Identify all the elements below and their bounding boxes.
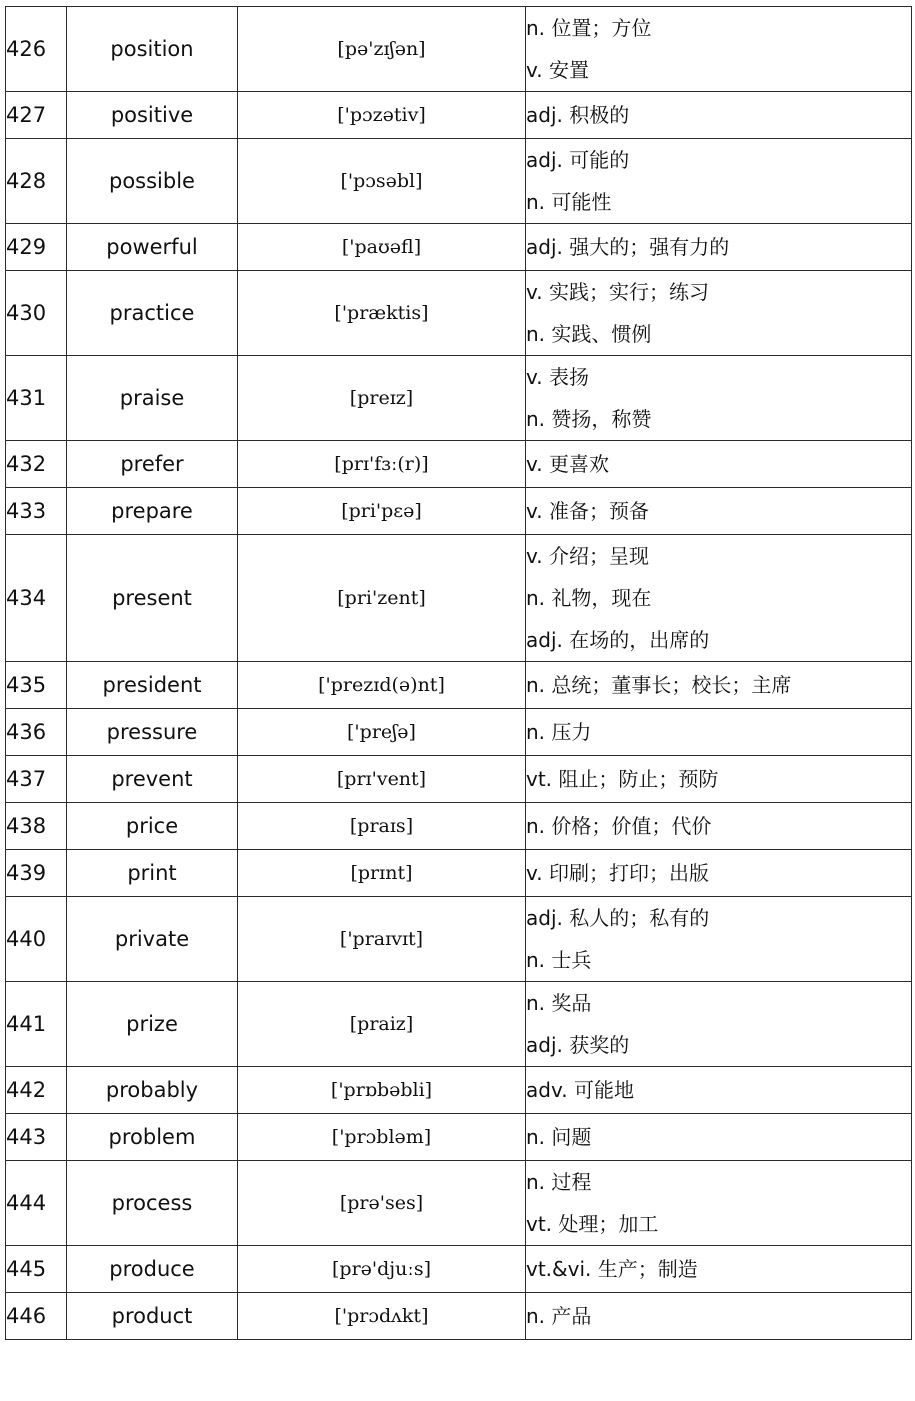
- entry-number: 429: [6, 224, 67, 271]
- entry-phonetic: [prɪnt]: [238, 850, 526, 897]
- entry-definitions: [526, 662, 912, 709]
- entry-phonetic: ['prezɪd(ə)nt]: [238, 662, 526, 709]
- entry-number: 431: [6, 356, 67, 441]
- entry-number: 441: [6, 982, 67, 1067]
- entry-phonetic: [pri'zent]: [238, 535, 526, 662]
- vocabulary-table-body: [6, 7, 912, 1340]
- entry-phonetic: [pə'zɪʃən]: [238, 7, 526, 92]
- entry-word: probably: [67, 1067, 238, 1114]
- entry-number: 437: [6, 756, 67, 803]
- definition-line: adj. 可能的: [526, 148, 630, 172]
- entry-definitions: [526, 803, 912, 850]
- entry-phonetic: ['prɒbəbli]: [238, 1067, 526, 1114]
- entry-word: positive: [67, 92, 238, 139]
- entry-number: 434: [6, 535, 67, 662]
- entry-word: prefer: [67, 441, 238, 488]
- entry-phonetic: ['præktis]: [238, 271, 526, 356]
- definition-line: vt. 处理；加工: [526, 1212, 659, 1236]
- definition-line: v. 介绍；呈现: [526, 544, 649, 568]
- entry-word: private: [67, 897, 238, 982]
- entry-definitions: [526, 224, 912, 271]
- table-row: [6, 7, 912, 92]
- entry-number: 446: [6, 1293, 67, 1340]
- definition-line: v. 准备；预备: [526, 499, 649, 523]
- definition-line: vt.&vi. 生产；制造: [526, 1257, 698, 1281]
- entry-phonetic: ['prɔdʌkt]: [238, 1293, 526, 1340]
- entry-word: president: [67, 662, 238, 709]
- entry-definitions: [526, 1114, 912, 1161]
- entry-number: 438: [6, 803, 67, 850]
- entry-definitions: [526, 139, 912, 224]
- entry-phonetic: [prə'djuːs]: [238, 1246, 526, 1293]
- definition-line: adv. 可能地: [526, 1078, 634, 1102]
- entry-word: present: [67, 535, 238, 662]
- entry-phonetic: ['paʊəfl]: [238, 224, 526, 271]
- entry-number: 426: [6, 7, 67, 92]
- entry-definitions: [526, 356, 912, 441]
- entry-word: possible: [67, 139, 238, 224]
- entry-phonetic: ['praɪvɪt]: [238, 897, 526, 982]
- table-row: [6, 897, 912, 982]
- definition-line: adj. 在场的，出席的: [526, 628, 710, 652]
- definition-line: v. 表扬: [526, 365, 589, 389]
- entry-phonetic: [prɪ'vent]: [238, 756, 526, 803]
- table-row: [6, 982, 912, 1067]
- table-row: [6, 803, 912, 850]
- table-row: [6, 92, 912, 139]
- entry-number: 430: [6, 271, 67, 356]
- entry-definitions: [526, 535, 912, 662]
- entry-word: position: [67, 7, 238, 92]
- entry-definitions: [526, 756, 912, 803]
- vocabulary-table: [5, 6, 912, 1340]
- entry-word: prevent: [67, 756, 238, 803]
- definition-line: v. 更喜欢: [526, 452, 609, 476]
- entry-number: 427: [6, 92, 67, 139]
- definition-line: n. 问题: [526, 1125, 592, 1149]
- entry-definitions: [526, 709, 912, 756]
- table-row: [6, 1161, 912, 1246]
- entry-word: practice: [67, 271, 238, 356]
- table-row: [6, 139, 912, 224]
- definition-line: v. 实践；实行；练习: [526, 280, 709, 304]
- table-row: [6, 1246, 912, 1293]
- entry-number: 444: [6, 1161, 67, 1246]
- table-row: [6, 441, 912, 488]
- definition-line: adj. 私人的；私有的: [526, 906, 710, 930]
- entry-definitions: [526, 488, 912, 535]
- entry-definitions: [526, 441, 912, 488]
- definition-line: v. 印刷；打印；出版: [526, 861, 709, 885]
- entry-phonetic: ['pɔsəbl]: [238, 139, 526, 224]
- definition-line: n. 实践、惯例: [526, 322, 652, 346]
- table-row: [6, 662, 912, 709]
- definition-line: vt. 阻止；防止；预防: [526, 767, 719, 791]
- table-row: [6, 356, 912, 441]
- entry-definitions: [526, 1246, 912, 1293]
- entry-word: product: [67, 1293, 238, 1340]
- entry-number: 440: [6, 897, 67, 982]
- entry-word: powerful: [67, 224, 238, 271]
- entry-definitions: [526, 850, 912, 897]
- entry-number: 442: [6, 1067, 67, 1114]
- table-row: [6, 224, 912, 271]
- definition-line: n. 礼物，现在: [526, 586, 652, 610]
- entry-word: price: [67, 803, 238, 850]
- definition-line: v. 安置: [526, 58, 589, 82]
- definition-line: n. 赞扬，称赞: [526, 407, 652, 431]
- entry-word: prize: [67, 982, 238, 1067]
- entry-number: 445: [6, 1246, 67, 1293]
- entry-word: problem: [67, 1114, 238, 1161]
- entry-word: produce: [67, 1246, 238, 1293]
- entry-number: 443: [6, 1114, 67, 1161]
- definition-line: n. 位置；方位: [526, 16, 652, 40]
- definition-line: n. 奖品: [526, 991, 592, 1015]
- table-row: [6, 271, 912, 356]
- entry-definitions: [526, 897, 912, 982]
- entry-number: 428: [6, 139, 67, 224]
- definition-line: n. 价格；价值；代价: [526, 814, 712, 838]
- entry-definitions: [526, 1293, 912, 1340]
- table-row: [6, 1067, 912, 1114]
- entry-phonetic: [praɪs]: [238, 803, 526, 850]
- table-row: [6, 1293, 912, 1340]
- definition-line: n. 士兵: [526, 948, 592, 972]
- entry-phonetic: ['pɔzətiv]: [238, 92, 526, 139]
- entry-definitions: [526, 982, 912, 1067]
- entry-number: 435: [6, 662, 67, 709]
- entry-word: pressure: [67, 709, 238, 756]
- entry-phonetic: [prə'ses]: [238, 1161, 526, 1246]
- entry-word: prepare: [67, 488, 238, 535]
- definition-line: n. 压力: [526, 720, 592, 744]
- table-row: [6, 488, 912, 535]
- entry-definitions: [526, 7, 912, 92]
- table-row: [6, 709, 912, 756]
- table-row: [6, 850, 912, 897]
- entry-definitions: [526, 271, 912, 356]
- entry-phonetic: [prɪ'fɜː(r)]: [238, 441, 526, 488]
- entry-number: 433: [6, 488, 67, 535]
- entry-definitions: [526, 1161, 912, 1246]
- table-row: [6, 756, 912, 803]
- entry-number: 432: [6, 441, 67, 488]
- table-row: [6, 1114, 912, 1161]
- table-row: [6, 535, 912, 662]
- definition-line: adj. 获奖的: [526, 1033, 630, 1057]
- entry-number: 436: [6, 709, 67, 756]
- definition-line: adj. 积极的: [526, 103, 630, 127]
- definition-line: n. 产品: [526, 1304, 592, 1328]
- entry-word: print: [67, 850, 238, 897]
- entry-number: 439: [6, 850, 67, 897]
- entry-definitions: [526, 92, 912, 139]
- entry-phonetic: ['prɔbləm]: [238, 1114, 526, 1161]
- definition-line: n. 可能性: [526, 190, 612, 214]
- definition-line: adj. 强大的；强有力的: [526, 235, 730, 259]
- entry-phonetic: [preɪz]: [238, 356, 526, 441]
- entry-definitions: [526, 1067, 912, 1114]
- definition-line: n. 过程: [526, 1170, 592, 1194]
- entry-word: process: [67, 1161, 238, 1246]
- entry-phonetic: [pri'pɛə]: [238, 488, 526, 535]
- entry-phonetic: ['preʃə]: [238, 709, 526, 756]
- definition-line: n. 总统；董事长；校长；主席: [526, 673, 792, 697]
- entry-word: praise: [67, 356, 238, 441]
- entry-phonetic: [praiz]: [238, 982, 526, 1067]
